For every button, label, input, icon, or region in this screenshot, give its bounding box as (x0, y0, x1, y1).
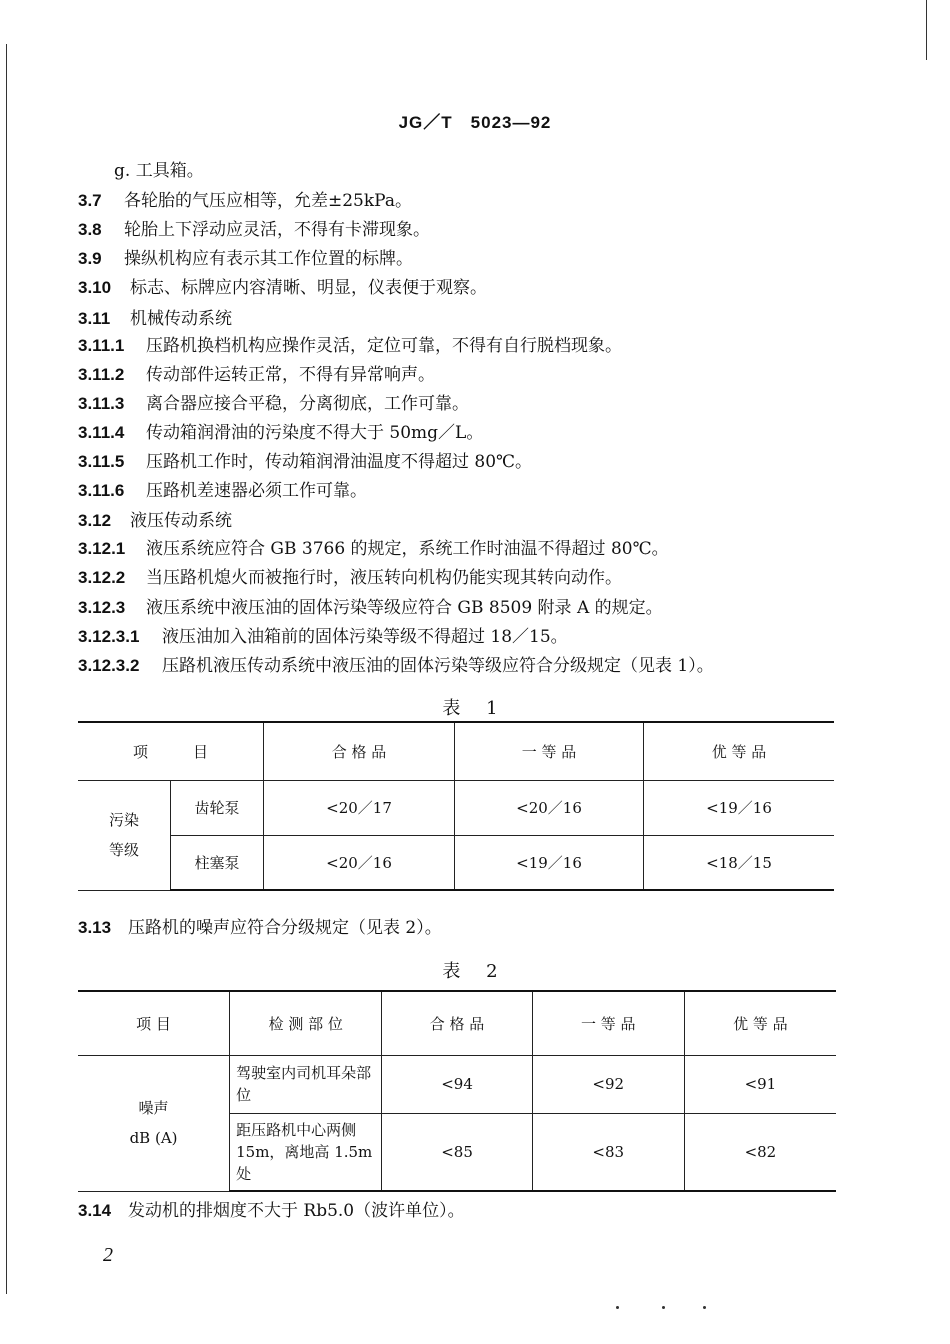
item-number: 3.11.3 (78, 394, 125, 413)
table1-group-line2: 等级 (108, 841, 139, 859)
item-number: 3.12.3 (78, 598, 126, 617)
item-number: 3.12 (78, 511, 112, 530)
item-text: 当压路机熄火而被拖行时，液压转向机构仍能实现其转向动作。 (146, 568, 622, 588)
table2-row-location: 驾驶室内司机耳朵部位 (230, 1055, 382, 1113)
scan-speck (703, 1306, 706, 1309)
table2-header-grade-excellent: 优 等 品 (684, 991, 836, 1055)
item-number: 3.14 (78, 1201, 112, 1220)
item-text: 传动箱润滑油的污染度不得大于 50mg／L。 (146, 423, 484, 443)
item-text: 操纵机构应有表示其工作位置的标牌。 (124, 249, 413, 269)
table2-group-line2: dB (A) (129, 1129, 178, 1147)
body-line (78, 538, 669, 560)
table1-caption: 表 1 (442, 698, 508, 719)
table2-header-grade-pass: 合 格 品 (382, 991, 532, 1055)
item-number: 3.11 (78, 309, 111, 328)
table2-cell: <82 (684, 1113, 836, 1191)
body-line (78, 190, 412, 212)
body-line (78, 364, 435, 386)
body-line (78, 422, 483, 444)
table1-header-grade-pass: 合 格 品 (264, 722, 455, 780)
item-number: 3.10 (78, 278, 112, 297)
item-number: 3.12.2 (78, 568, 126, 587)
item-number: 3.11.1 (78, 336, 125, 355)
table2-cell: <85 (382, 1113, 532, 1191)
item-text: 各轮胎的气压应相等，允差±25kPa。 (124, 191, 412, 211)
page-header: JG／T 5023—92 (398, 113, 552, 132)
item-text: 压路机换档机构应操作灵活，定位可靠，不得有自行脱档现象。 (146, 336, 622, 356)
item-text: 液压油加入油箱前的固体污染等级不得超过 18／15。 (162, 627, 568, 647)
scan-edge-right (926, 0, 927, 60)
item-text: 压路机的噪声应符合分级规定（见表 2）。 (128, 918, 442, 938)
item-text: 液压传动系统 (130, 511, 232, 531)
item-text: 机械传动系统 (130, 309, 232, 329)
table1-cell: <20／16 (264, 835, 455, 890)
body-line (78, 393, 469, 415)
page-number: 2 (103, 1244, 113, 1266)
item-number: 3.11.2 (78, 365, 125, 384)
scan-speck (616, 1306, 619, 1309)
table1-row-name: 柱塞泵 (171, 835, 264, 890)
table1-group-line1: 污染 (108, 811, 139, 829)
body-line (78, 510, 232, 532)
table1-group-label (78, 780, 171, 890)
item-number: 3.12.3.2 (78, 656, 140, 675)
table2-group-label (78, 1055, 230, 1191)
item-text: 发动机的排烟度不大于 Rb5.0（波许单位）。 (128, 1201, 465, 1221)
table2-row-location: 距压路机中心两侧15m，离地高 1.5m处 (230, 1113, 382, 1191)
item-3-13 (78, 917, 442, 939)
table1-cell: <19／16 (644, 780, 835, 835)
item-number: 3.7 (78, 191, 102, 210)
body-line (78, 567, 622, 589)
body-line (78, 219, 430, 241)
table2-group-line1: 噪声 (138, 1099, 169, 1117)
item-number: 3.13 (78, 918, 112, 937)
table-2 (78, 990, 836, 1192)
body-line (78, 335, 622, 357)
body-line (78, 248, 413, 270)
table1-header-grade-excellent: 优 等 品 (644, 722, 835, 780)
item-text: 标志、标牌应内容清晰、明显，仪表便于观察。 (130, 278, 487, 298)
body-line (78, 597, 663, 619)
table1-row-name: 齿轮泵 (171, 780, 264, 835)
body-line (78, 451, 532, 473)
item-text: 液压系统中液压油的固体污染等级应符合 GB 8509 附录 A 的规定。 (146, 598, 663, 618)
body-line (78, 308, 232, 330)
item-text: 液压系统应符合 GB 3766 的规定，系统工作时油温不得超过 80℃。 (146, 539, 669, 559)
item-number: 3.12.1 (78, 539, 126, 558)
item-number: 3.9 (78, 249, 102, 268)
body-line (78, 480, 367, 502)
item-text: 轮胎上下浮动应灵活，不得有卡滞现象。 (124, 220, 430, 240)
item-text: 传动部件运转正常，不得有异常响声。 (146, 365, 435, 385)
item-text: 离合器应接合平稳，分离彻底，工作可靠。 (146, 394, 469, 414)
table1-header-item: 项 目 (78, 722, 264, 780)
item-number: 3.11.5 (78, 452, 125, 471)
item-number: 3.11.4 (78, 423, 125, 442)
table1-header-grade-first: 一 等 品 (455, 722, 644, 780)
table2-header-location: 检 测 部 位 (230, 991, 382, 1055)
table2-header-item: 项 目 (78, 991, 230, 1055)
scan-speck (662, 1306, 665, 1309)
table2-cell: <91 (684, 1055, 836, 1113)
body-line (78, 655, 714, 677)
body-line (114, 160, 204, 182)
scan-edge-left (6, 44, 7, 1294)
table-1 (78, 721, 834, 891)
table1-cell: <18／15 (644, 835, 835, 890)
table2-caption: 表 2 (442, 961, 508, 982)
table1-cell: <19／16 (455, 835, 644, 890)
table1-cell: <20／16 (455, 780, 644, 835)
item-text: 压路机液压传动系统中液压油的固体污染等级应符合分级规定（见表 1）。 (162, 656, 714, 676)
table2-header-grade-first: 一 等 品 (532, 991, 684, 1055)
body-line (78, 626, 568, 648)
item-number: 3.12.3.1 (78, 627, 140, 646)
item-number: 3.11.6 (78, 481, 125, 500)
item-text: g. 工具箱。 (114, 161, 204, 181)
table2-cell: <94 (382, 1055, 532, 1113)
item-text: 压路机工作时，传动箱润滑油温度不得超过 80℃。 (146, 452, 533, 472)
body-line (78, 277, 487, 299)
table2-cell: <83 (532, 1113, 684, 1191)
item-3-14 (78, 1200, 465, 1222)
table2-cell: <92 (532, 1055, 684, 1113)
item-number: 3.8 (78, 220, 102, 239)
table1-cell: <20／17 (264, 780, 455, 835)
item-text: 压路机差速器必须工作可靠。 (146, 481, 367, 501)
